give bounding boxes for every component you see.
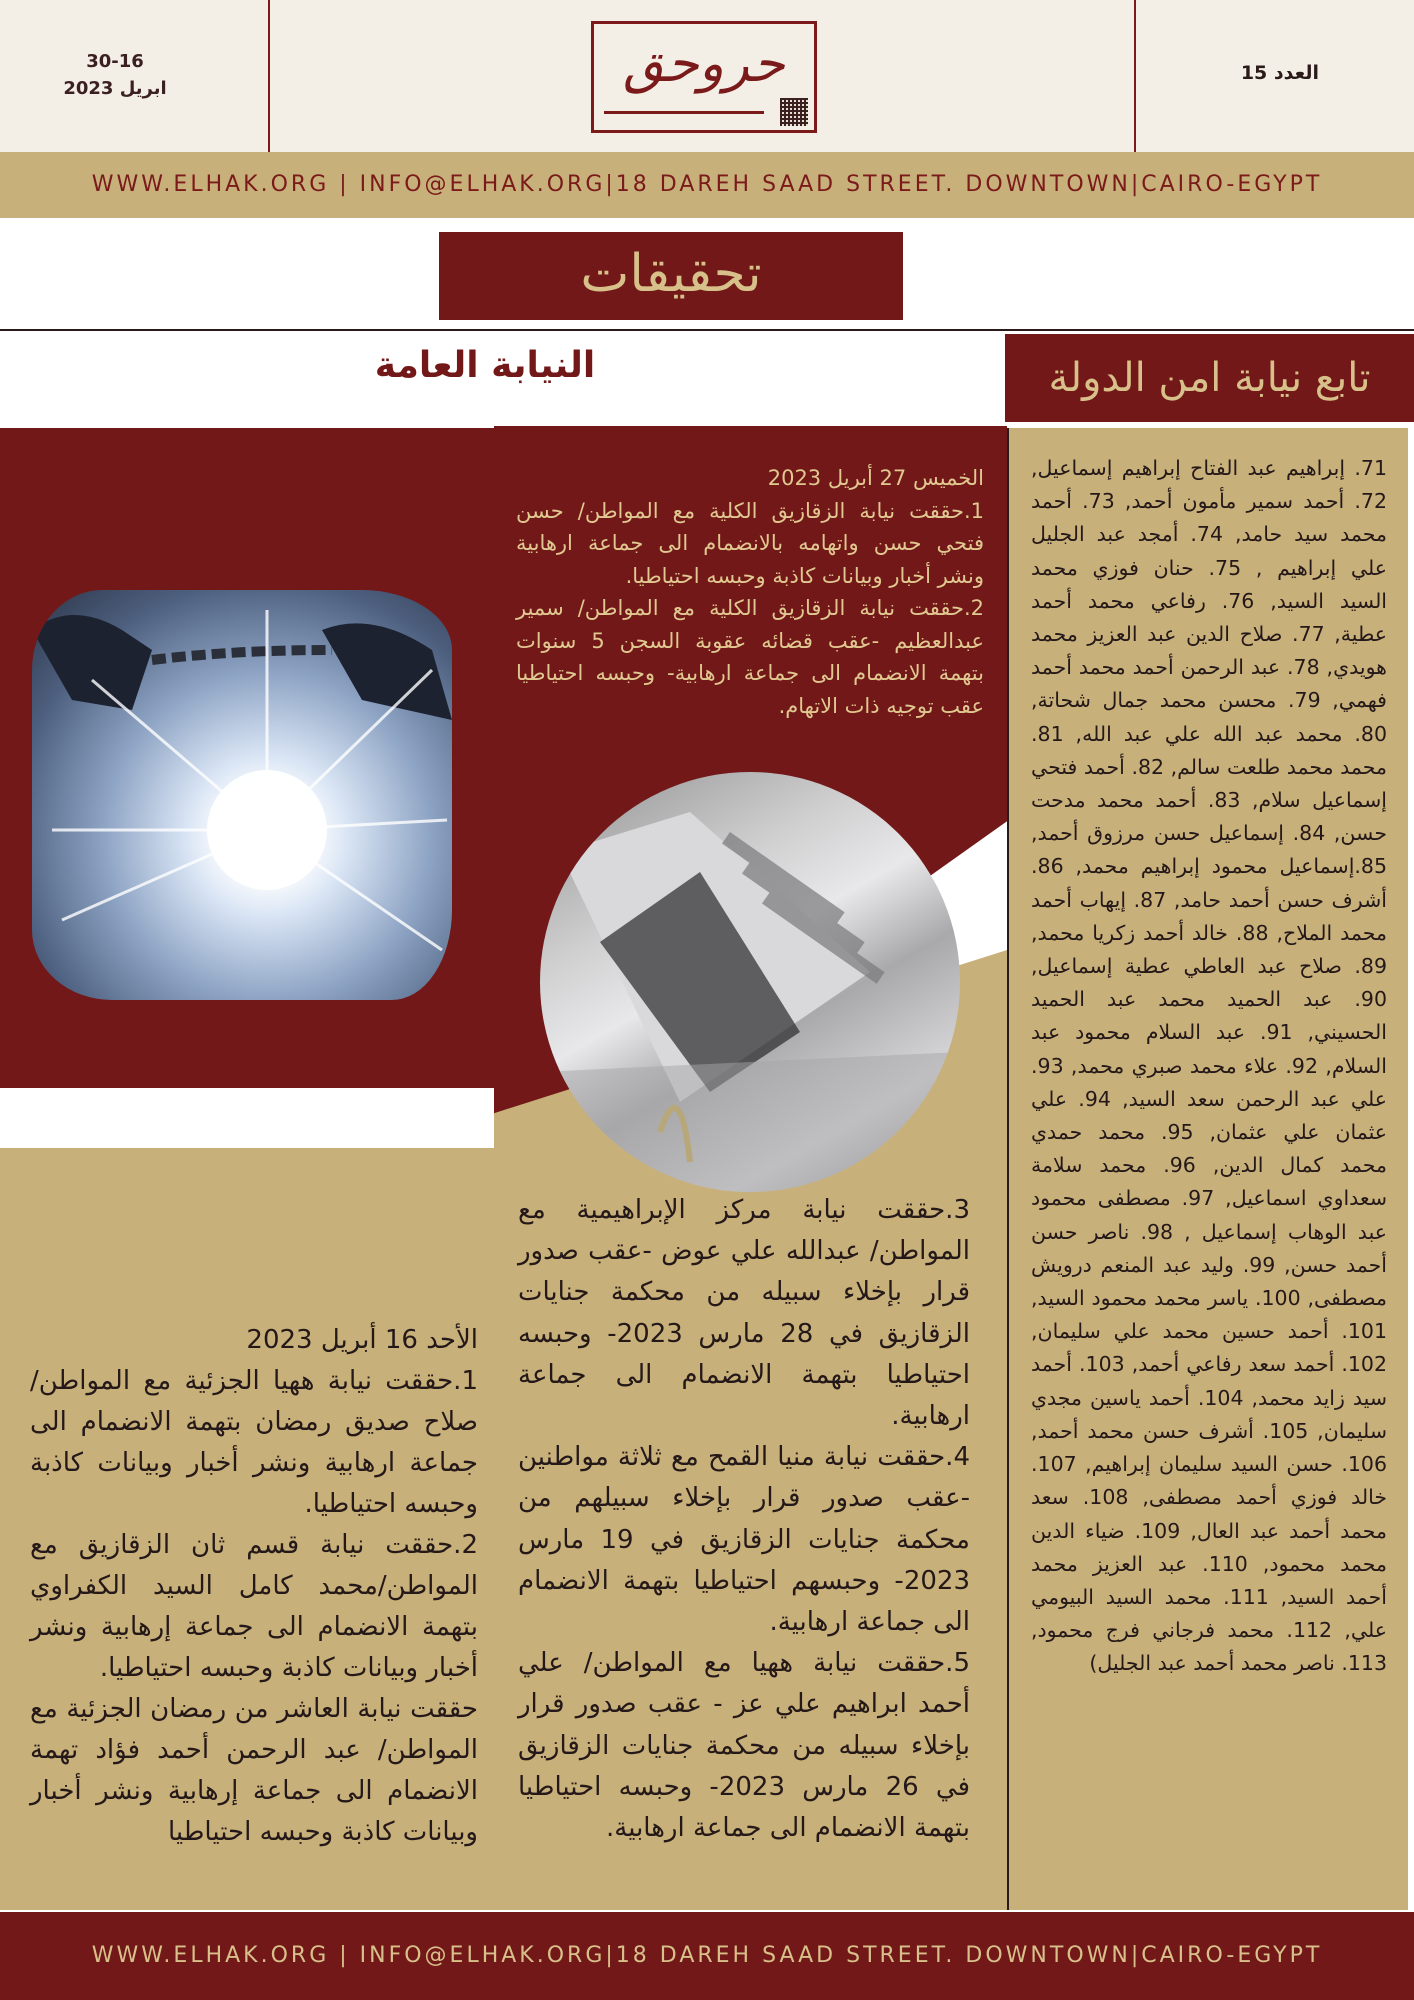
article-item: 1.حققت نيابة الزقازيق الكلية مع المواطن/ حسن فتحي حسن واتهامه بالانضمام الى جماعة ارهابية ونشر أخبار وبيانات كاذبة وحبسه احتياطيا. (516, 498, 984, 588)
article-date: الخميس 27 أبريل 2023 (767, 466, 984, 490)
issue-number: العدد 15 (1240, 62, 1319, 84)
public-prosecution-heading: النيابة العامة (374, 345, 596, 386)
logo (591, 21, 817, 133)
article-item: 1.حققت نيابة ههيا الجزئية مع المواطن/ صلاح صديق رمضان بتهمة الانضمام الى جماعة ارهابية ونشر أخبار وبيانات كاذبة وحبسه احتياطيا. (30, 1366, 478, 1519)
contact-bar-bottom: WWW.ELHAK.ORG | INFO@ELHAK.ORG|18 DAREH SAAD STREET. DOWNTOWN|CAIRO-EGYPT (0, 1912, 1414, 2000)
article-thursday (516, 462, 984, 722)
article-item: 3.حققت نيابة مركز الإبراهيمية مع المواطن/ عبدالله علي عوض -عقب صدور قرار بإخلاء سبيله من محكمة جنايات الزقازيق في 28 مارس 2023- وحبسه احتياطيا بتهمة الانضمام الى جماعة ارهابية. (518, 1195, 970, 1432)
article-item: 4.حققت نيابة منيا القمح مع ثلاثة مواطنين -عقب صدور قرار بإخلاء سبيلهم من محكمة جنايات الزقازيق في 19 مارس 2023- وحبسهم احتياطيا بتهمة الانضمام الى جماعة ارهابية. (518, 1442, 970, 1638)
article-item: 2.حققت نيابة الزقازيق الكلية مع المواطن/ سمير عبدالعظيم -عقب قضائه عقوبة السجن 5 سنوات بتهمة الانضمام الى جماعة ارهابية- وحبسه احتياطيا عقب توجيه ذات الاتهام. (516, 596, 984, 718)
article-date: الأحد 16 أبريل 2023 (246, 1325, 478, 1355)
newspaper-illustration (540, 772, 960, 1192)
header-divider (1134, 0, 1136, 152)
handcuffs-illustration (32, 590, 452, 1000)
header-divider (268, 0, 270, 152)
article-continued (518, 1190, 970, 1849)
contact-bar-top: WWW.ELHAK.ORG | INFO@ELHAK.ORG|18 DAREH SAAD STREET. DOWNTOWN|CAIRO-EGYPT (0, 152, 1414, 218)
date-month-year: ابريل 2023 (63, 78, 167, 99)
issue-date (40, 48, 190, 102)
detainee-list-text: 71. إبراهيم عبد الفتاح إبراهيم إسماعيل, 72. أحمد سمير مأمون أحمد, 73. أحمد محمد سيد حامد, 74. أمجد عبد الجليل علي إبراهيم , 75. حنان فوزي محمد السيد السيد, 76. رفاعي محمد أحمد عطية, 77. صلاح الدين عبد العزيز محمد هويدي, 78. عبد الرحمن أحمد محمد أحمد فهمي, 79. محسن محمد جمال شحاتة, 80. محمد عبد الله علي عبد الله, 81. محمد محمد طلعت سالم, 82. أحمد فتحي إسماعيل سلام, 83. أحمد محمد مدحت حسن, 84. إسماعيل حسن مرزوق أحمد, 85.إسماعيل محمود إبراهيم محمد, 86. أشرف حسن أحمد حامد, 87. إيهاب أحمد محمد الملاح, 88. خالد أحمد زكريا محمد, 89. صلاح عبد العاطي عطية إسماعيل, 90. عبد الحميد محمد عبد الحميد الحسيني, 91. عبد السلام محمود عبد السلام, 92. علاء محمد صبري محمد, 93. علي عبد الرحمن سعد السيد, 94. علي عثمان علي عثمان, 95. محمد حمدي محمد كمال الدين, 96. محمد سلامة سعداوي اسماعيل, 97. مصطفى محمود عبد الوهاب إسماعيل , 98. ناصر حسن أحمد حسن, 99. وليد عبد المنعم درويش مصطفى, 100. ياسر محمد محمود السيد, 101. أحمد حسين محمد علي سليمان, 102. أحمد سعد رفاعي أحمد, 103. أحمد سيد زايد محمد, 104. أحمد ياسين مجدي سليمان, 105. أشرف حسن محمد أحمد, 106. حسن السيد سليمان إبراهيم, 107. خالد فوزي أحمد مصطفى, 108. سعد محمد أحمد عبد العال, 109. ضياء الدين محمد محمود, 110. عبد العزيز محمد أحمد السيد, 111. محمد السيد البيومي علي, 112. محمد فرجاني فرج محمود, 113. ناصر محمد أحمد عبد الجليل) (1031, 456, 1388, 1676)
article-sunday (30, 1320, 478, 1853)
article-item: 5.حققت نيابة ههيا مع المواطن/ علي أحمد ابراهيم علي عز - عقب صدور قرار بإخلاء سبيله من محكمة جنايات الزقازيق في 26 مارس 2023- وحبسه احتياطيا بتهمة الانضمام الى جماعة ارهابية. (518, 1648, 970, 1844)
qr-code-icon (780, 98, 808, 126)
section-title: تحقيقات (439, 232, 903, 320)
state-security-heading: تابع نيابة امن الدولة (1005, 334, 1414, 422)
section-divider (0, 329, 1414, 331)
date-range: 30-16 (86, 51, 144, 72)
article-item: 2.حققت نيابة قسم ثان الزقازيق مع المواطن/محمد كامل السيد الكفراوي بتهمة الانضمام الى جماعة إرهابية ونشر أخبار وبيانات كاذبة وحبسه احتياطيا. (30, 1530, 478, 1683)
logo-text: حروحق (623, 34, 785, 94)
newspaper-image (540, 772, 960, 1192)
article-item: حققت نيابة العاشر من رمضان الجزئية مع المواطن/ عبد الرحمن أحمد فؤاد تهمة الانضمام الى جماعة إرهابية ونشر أخبار وبيانات كاذبة وحبسه احتياطيا (30, 1694, 478, 1847)
logo-underline (604, 111, 764, 114)
detainee-list-column (1007, 428, 1408, 1910)
handcuffs-image (32, 590, 452, 1000)
